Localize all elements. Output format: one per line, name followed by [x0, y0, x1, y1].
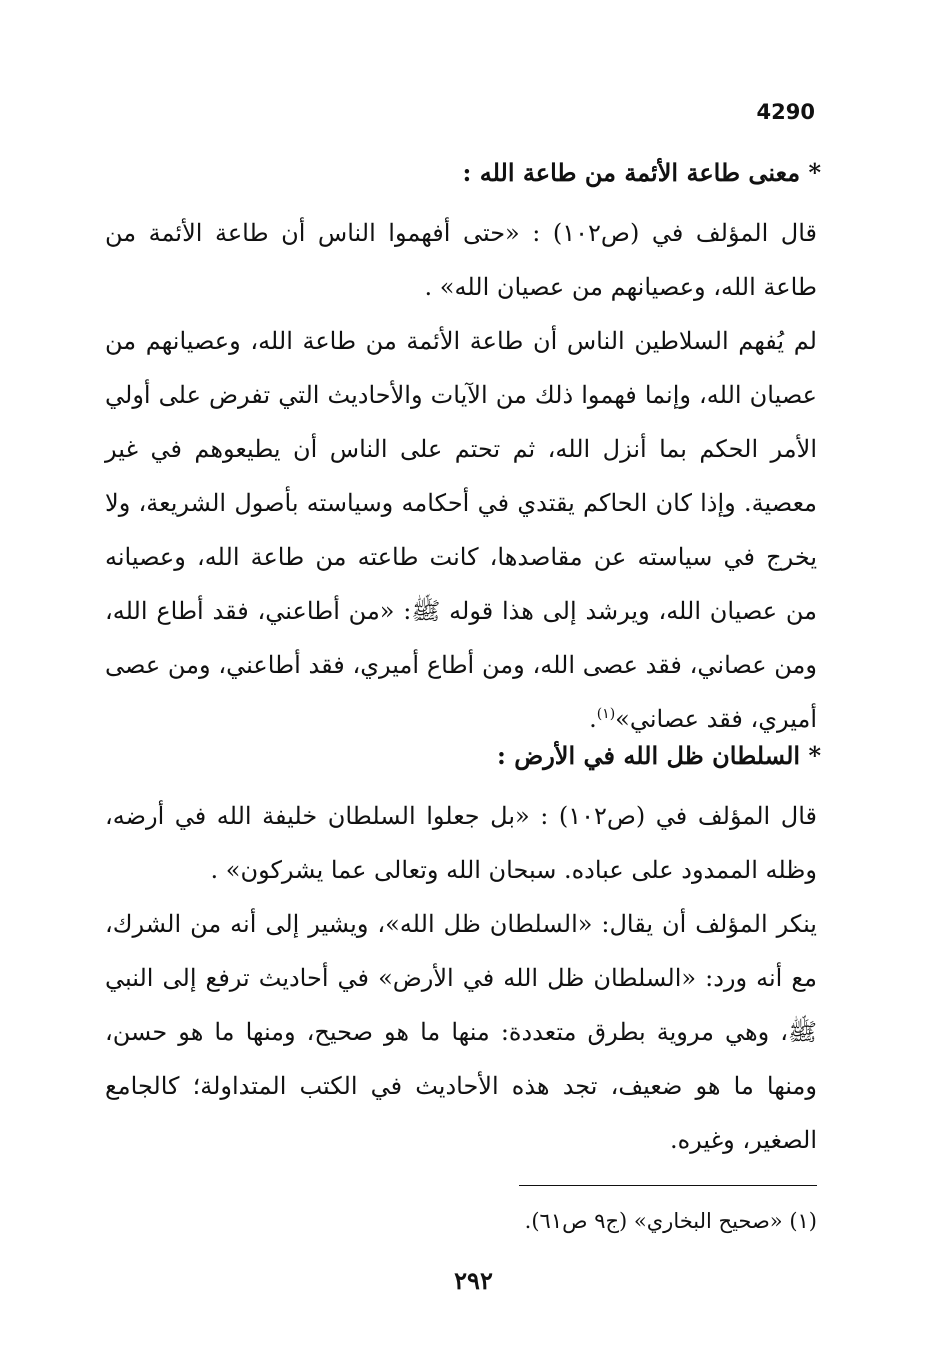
body-text-1-end: .: [589, 705, 597, 733]
footnote-reference: (١): [596, 706, 616, 722]
footnote: (١) «صحيح البخاري» (ج٩ ص٦١).: [524, 1209, 817, 1233]
page-id: 4290: [756, 100, 815, 124]
quote-text-1: قال المؤلف في (ص١٠٢) : «حتى أفهموا الناس أن طاعة الأئمة من طاعة الله، وعصيانهم من عصيان الله» .: [105, 219, 818, 301]
section-heading-sultan-shadow: * السلطان ظل الله في الأرض :: [496, 741, 821, 770]
body-text-1-main: لم يُفهم السلاطين الناس أن طاعة الأئمة من طاعة الله، وعصيانهم من عصيان الله، وإنما فهموا ذلك من الآيات والأحاديث التي تفرض على أولي الأمر الحكم بما أنزل الله، ثم تحتم على الناس أن يطيعوهم في غير معصية. وإذا كان الحاكم يقتدي في أحكامه وسياسته بأصول الشريعة، ولا يخرج في سياسته عن مقاصدها، كانت طاعته من طاعة الله، وعصيانه من عصيان الله، ويرشد إلى هذا قوله ﷺ: «من أطاعني، فقد أطاع الله، ومن عصاني، فقد عصى الله، ومن أطاع أميري، فقد أطاعني، ومن عصى أميري، فقد عصاني»: [105, 327, 817, 733]
body-text-2: ينكر المؤلف أن يقال: «السلطان ظل الله»، ويشير إلى أنه من الشرك، مع أنه ورد: «السلطان ظل الله في الأرض» في أحاديث ترفع إلى النبي ﷺ، وهي مروية بطرق متعددة: منها ما هو صحيح، ومنها ما هو حسن، ومنها ما هو ضعيف، تجد هذه الأحاديث في الكتب المتداولة؛ كالجامع الصغير، وغيره.: [105, 910, 817, 1154]
body-paragraph-2: [105, 897, 817, 1167]
page-number: ٢٩٢: [454, 1266, 493, 1295]
quote-paragraph-1: [105, 206, 817, 314]
footnote-divider: [519, 1185, 817, 1186]
quote-text-2: قال المؤلف في (ص١٠٢) : «بل جعلوا السلطان خليفة الله في أرضه، وظله الممدود على عباده. سبحان الله وتعالى عما يشركون» .: [105, 802, 817, 884]
section-heading-obedience: * معنى طاعة الأئمة من طاعة الله :: [462, 158, 821, 187]
body-paragraph-1: [105, 314, 817, 746]
quote-paragraph-2: [105, 789, 817, 897]
body-text-1: [105, 314, 817, 746]
